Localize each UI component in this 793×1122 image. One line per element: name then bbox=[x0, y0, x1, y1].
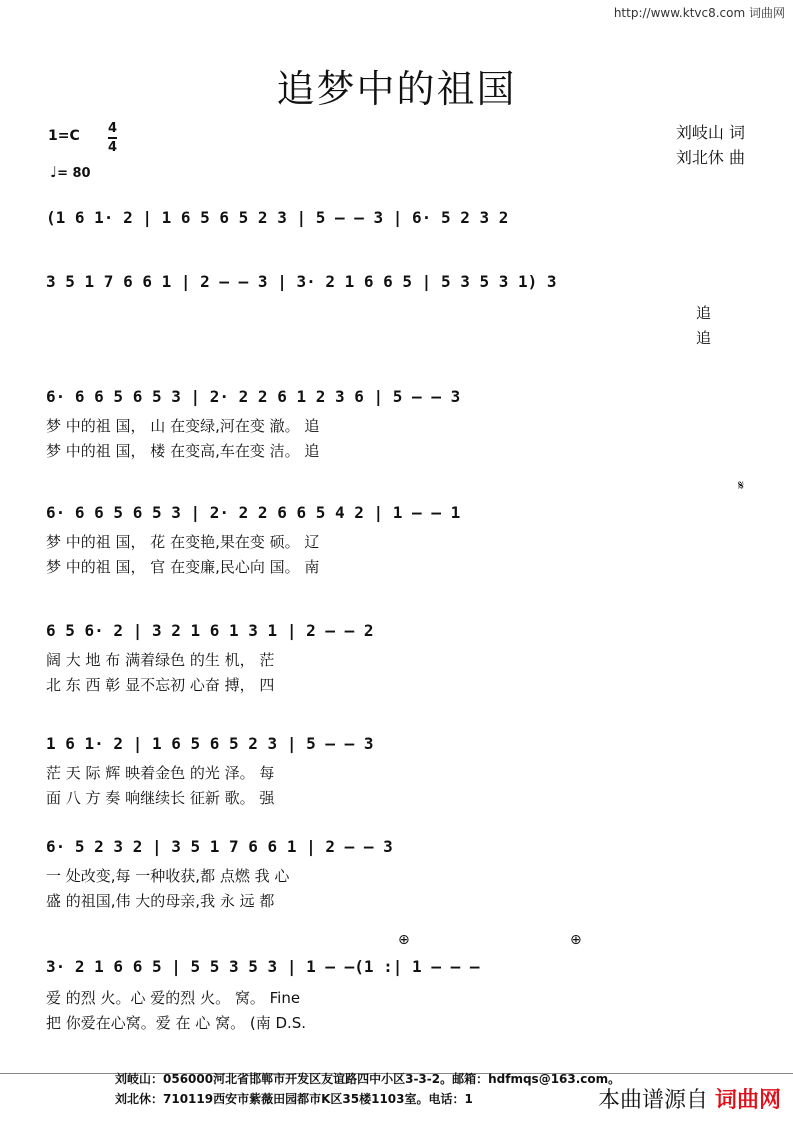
notes-row: 3 5 1 7 6 6 1 | 2 — — 3 | 3· 2 1 6 6 5 | 5 3 5 3 1) 3 bbox=[46, 272, 557, 291]
coda-icon: ⊕ bbox=[570, 932, 582, 948]
lyricist-contact: 刘岐山：056000河北省邯郸市开发区友谊路四中小区3-3-2。邮箱：hdfmqs@163.com。 bbox=[115, 1072, 621, 1086]
lyricist-credit: 刘岐山 词 bbox=[675, 123, 745, 142]
lyric-line-1: 梦 中的祖 国， 花 在变艳,果在变 硕。 辽 bbox=[46, 533, 320, 551]
score-system-2 bbox=[46, 272, 750, 352]
lyric-line-2: 梦 中的祖 国， 楼 在变高,车在变 洁。 追 bbox=[46, 442, 320, 460]
segno-icon: 𝄋 bbox=[738, 478, 745, 494]
composer-contact: 刘北休：710119西安市紫薇田园都市K区35楼1103室。电话：1 bbox=[115, 1092, 473, 1106]
notes-row: 6· 5 2 3 2 | 3 5 1 7 6 6 1 | 2 — — 3 bbox=[46, 837, 393, 856]
lyric-line-1: 阔 大 地 布 满着绿色 的生 机， 茫 bbox=[46, 651, 275, 669]
lyric-line-2: 盛 的祖国,伟 大的母亲,我 永 远 都 bbox=[46, 892, 275, 910]
coda-icon: ⊕ bbox=[398, 932, 410, 948]
watermark: 本曲谱源自 词曲网 bbox=[597, 1088, 781, 1113]
site-url[interactable]: http://www.ktvc8.com 词曲网 bbox=[613, 6, 785, 20]
lyric-line-1: 追 bbox=[696, 304, 712, 322]
meter-denominator: 4 bbox=[108, 137, 117, 156]
key-signature: 1=C bbox=[48, 128, 80, 144]
lyric-line-1: 梦 中的祖 国， 山 在变绿,河在变 澈。 追 bbox=[46, 417, 320, 435]
notes-row: (1 6 1· 2 | 1 6 5 6 5 2 3 | 5 — — 3 | 6· 5 2 3 2 bbox=[46, 208, 509, 227]
score-system-7 bbox=[46, 837, 750, 917]
lyric-line-2: 梦 中的祖 国， 官 在变廉,民心向 国。 南 bbox=[46, 558, 320, 576]
score-system-6 bbox=[46, 734, 750, 814]
song-title: 追梦中的祖国 bbox=[276, 67, 517, 111]
lyric-line-2: 把 你爱在心窝。爱 在 心 窝。 (南 D.S. bbox=[46, 1014, 307, 1032]
score-system-8 bbox=[46, 957, 750, 1037]
quarter-note-icon: ♩ bbox=[50, 163, 58, 181]
notes-row: 1 6 1· 2 | 1 6 5 6 5 2 3 | 5 — — 3 bbox=[46, 734, 374, 753]
score-system-4 bbox=[46, 503, 750, 583]
notes-row: 6· 6 6 5 6 5 3 | 2· 2 2 6 6 5 4 2 | 1 — — 1 bbox=[46, 503, 461, 522]
lyric-line-2: 面 八 方 奏 响继续长 征新 歌。 强 bbox=[46, 789, 275, 807]
lyric-line-1: 茫 天 际 辉 映着金色 的光 泽。 每 bbox=[46, 764, 275, 782]
lyric-line-2: 追 bbox=[696, 329, 712, 347]
notes-row: 6 5 6· 2 | 3 2 1 6 1 3 1 | 2 — — 2 bbox=[46, 621, 374, 640]
lyric-line-2: 北 东 西 彰 显不忘初 心奋 搏， 四 bbox=[46, 676, 275, 694]
lyric-line-1: 爱 的烈 火。心 爱的烈 火。 窝。 Fine bbox=[46, 989, 301, 1007]
notes-row: 3· 2 1 6 6 5 | 5 5 3 5 3 | 1 — —(1 :| 1 — — — bbox=[46, 957, 480, 976]
lyric-line-1: 一 处改变,每 一种收获,都 点燃 我 心 bbox=[46, 867, 290, 885]
notes-row: 6· 6 6 5 6 5 3 | 2· 2 2 6 1 2 3 6 | 5 — — 3 bbox=[46, 387, 461, 406]
meter-numerator: 4 bbox=[108, 121, 118, 136]
tempo-mark: ♩= 80 bbox=[50, 163, 91, 181]
score-system-1 bbox=[46, 208, 750, 248]
score-system-5 bbox=[46, 621, 750, 701]
time-signature bbox=[108, 120, 117, 156]
score-system-3 bbox=[46, 387, 750, 467]
composer-credit: 刘北休 曲 bbox=[675, 148, 745, 167]
